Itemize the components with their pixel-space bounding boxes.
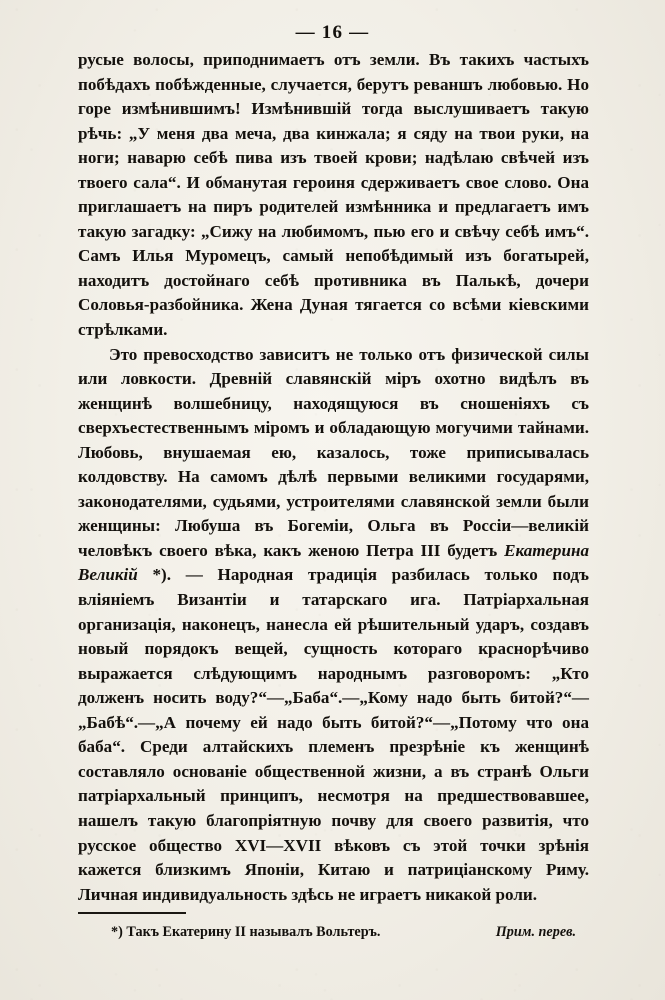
paragraph-2-run-1: Это превосходство зависитъ не только отъ физической силы или ловкости. Древній славянскій міръ охотно видѣлъ въ женщинѣ волшебницу, находящуюся въ сношеніяхъ съ сверхъестественнымъ міромъ и обладающую могучими тайнами. Любовь, внушаемая ею, казалось, тоже приписывалась колдовству. На самомъ дѣлѣ первыми великими государями, законодателями, судьями, устроителями славянской земли были женщины: Любуша въ Богеміи, Ольга въ Россіи—великій человѣкъ своего вѣка, какъ женою Петра III будетъ [78,344,589,560]
footnote-separator-rule [78,912,186,914]
paragraph-2 [78,343,589,908]
footnote [78,922,589,942]
page-number-header: — 16 — [295,22,370,43]
paragraph-1-run-1: русые волосы, приподнимаетъ отъ земли. Въ такихъ частыхъ побѣдахъ побѣжденные, случается, берутъ реваншъ любовью. Но горе измѣнившимъ! Измѣнившій тогда выслушиваетъ такую рѣчь: „У меня два меча, два кинжала; я сяду на твои руки, на ноги; наварю себѣ пива изъ твоей крови; надѣлаю свѣчей изъ твоего сала“. И обманутая героиня сдерживаетъ свое слово. Она приглашаетъ на пиръ родителей измѣнника и предлагаетъ имъ такую загадку: „Сижу на любимомъ, пью его и свѣчу себѣ имъ“. Самъ Илья Муромецъ, самый непобѣдимый изъ богатырей, находитъ достойнаго себѣ противника въ Палькѣ, дочери Соловья-разбойника. Жена Дуная тягается со всѣми кіевскими стрѣлками. [78,50,589,340]
paragraph-1 [78,48,589,343]
italic-catherine-the-great: Екатерина Великій [78,540,589,585]
page-body-text [78,48,589,907]
footnote-text: *) Такъ Екатерину II называлъ Вольтеръ. [111,924,381,940]
footnote-attribution: Прим. перев. [495,924,576,940]
paragraph-2-run-3: *). — Народная традиція разбилась только подъ вліяніемъ Византіи и татарскаго ига. Патріархальная организація, наконецъ, нанесла ей рѣшительный ударъ, создавъ новый порядокъ вещей, сущность котораго краснорѣчиво выражается слѣдующимъ народнымъ разговоромъ: „Кто долженъ носить воду?“—„Баба“.—„Кому надо быть битой?“—„Бабѣ“.—„А почему ей надо быть битой?“—„Потому что она баба“. Среди алтайскихъ племенъ презрѣніе къ женщинѣ составляло основаніе общественной жизни, а въ странѣ Ольги патріархальный принципъ, несмотря на предшествовавшее, нашелъ такую благопріятную почву для своего развитія, что русское общество XVI—XVII вѣковъ съ этой точки зрѣнія кажется близкимъ Японіи, Китаю и патриціанскому Риму. Личная индивидуальность здѣсь не играетъ никакой роли. [78,565,589,904]
